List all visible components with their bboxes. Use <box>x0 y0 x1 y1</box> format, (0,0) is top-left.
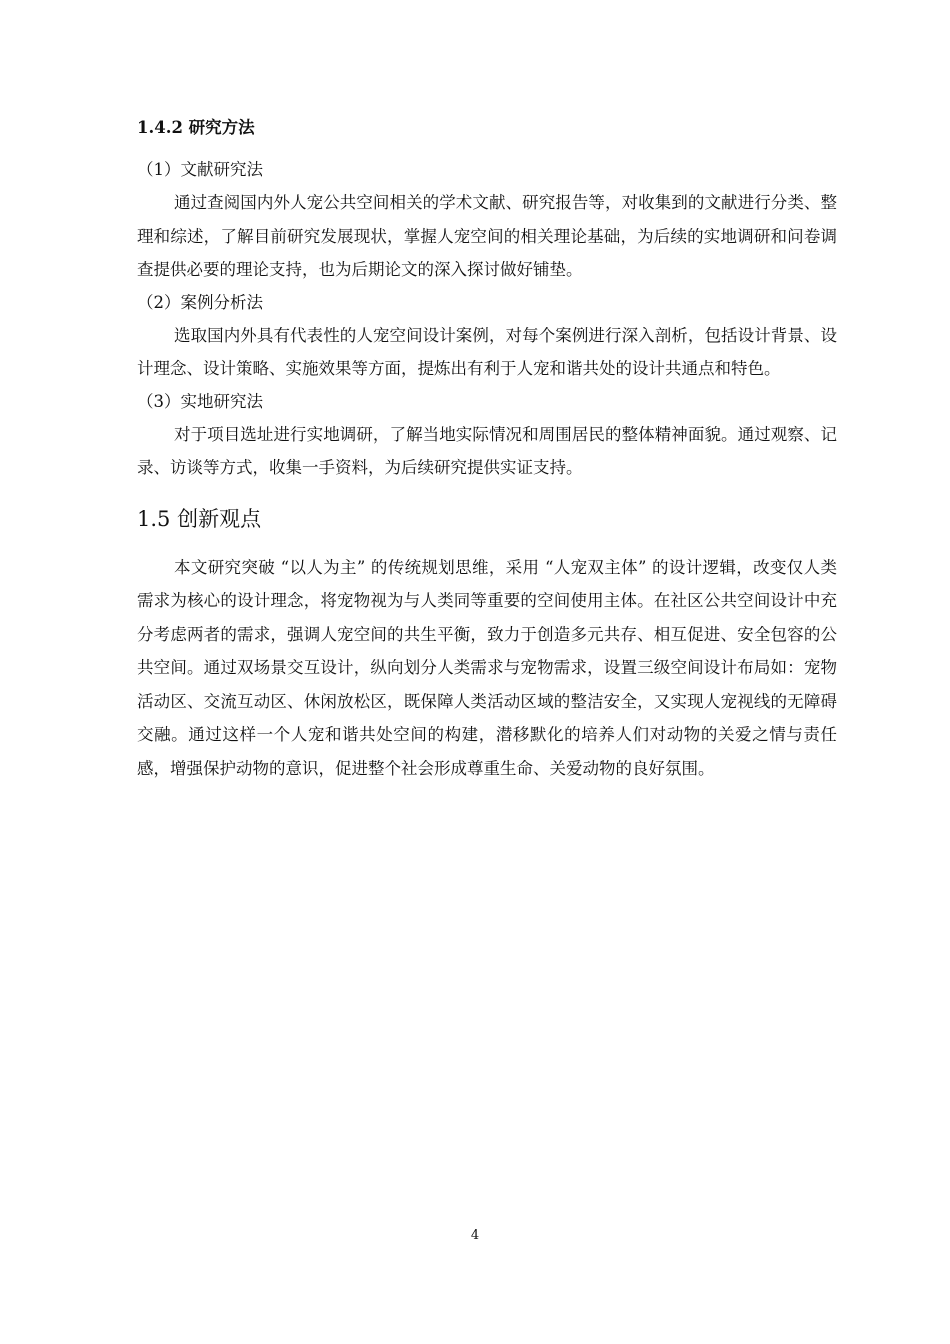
method-label-case-study: （2）案例分析法 <box>137 292 263 312</box>
innovation-paragraph: 本文研究突破 “以人为主” 的传统规划思维，采用 “人宠双主体” 的设计逻辑，改变仅人类需求为核心的设计理念，将宠物视为与人类同等重要的空间使用主体。在社区公共空间设计中充分考虑两者的需求，强调人宠空间的共生平衡，致力于创造多元共存、相互促进、安全包容的公共空间。通过双场景交互设计，纵向划分人类需求与宠物需求，设置三级空间设计布局如：宠物活动区、交流互动区、休闲放松区，既保障人类活动区域的整洁安全，又实现人宠视线的无障碍交融。通过这样一个人宠和谐共处空间的构建，潜移默化的培养人们对动物的关爱之情与责任感，增强保护动物的意识，促进整个社会形成尊重生命、关爱动物的良好氛围。 <box>137 557 837 778</box>
page-content <box>137 114 837 785</box>
section-heading-1-5: 1.5 创新观点 <box>137 506 262 531</box>
method-label-literature: （1）文献研究法 <box>137 160 263 179</box>
method-label-field-study: （3）实地研究法 <box>137 391 263 411</box>
section-heading-1-4-2: 1.4.2 研究方法 <box>137 118 255 137</box>
method-text-case-study: 选取国内外具有代表性的人宠空间设计案例，对每个案例进行深入剖析，包括设计背景、设计理念、设计策略、实施效果等方面，提炼出有利于人宠和谐共处的设计共通点和特色。 <box>137 325 837 378</box>
method-text-literature: 通过查阅国内外人宠公共空间相关的学术文献、研究报告等，对收集到的文献进行分类、整理和综述，了解目前研究发展现状，掌握人宠空间的相关理论基础，为后续的实地调研和问卷调查提供必要的理论支持，也为后期论文的深入探讨做好铺垫。 <box>137 193 837 279</box>
method-text-field-study: 对于项目选址进行实地调研，了解当地实际情况和周围居民的整体精神面貌。通过观察、记录、访谈等方式，收集一手资料，为后续研究提供实证支持。 <box>137 424 837 477</box>
page-number: 4 <box>470 1228 480 1243</box>
